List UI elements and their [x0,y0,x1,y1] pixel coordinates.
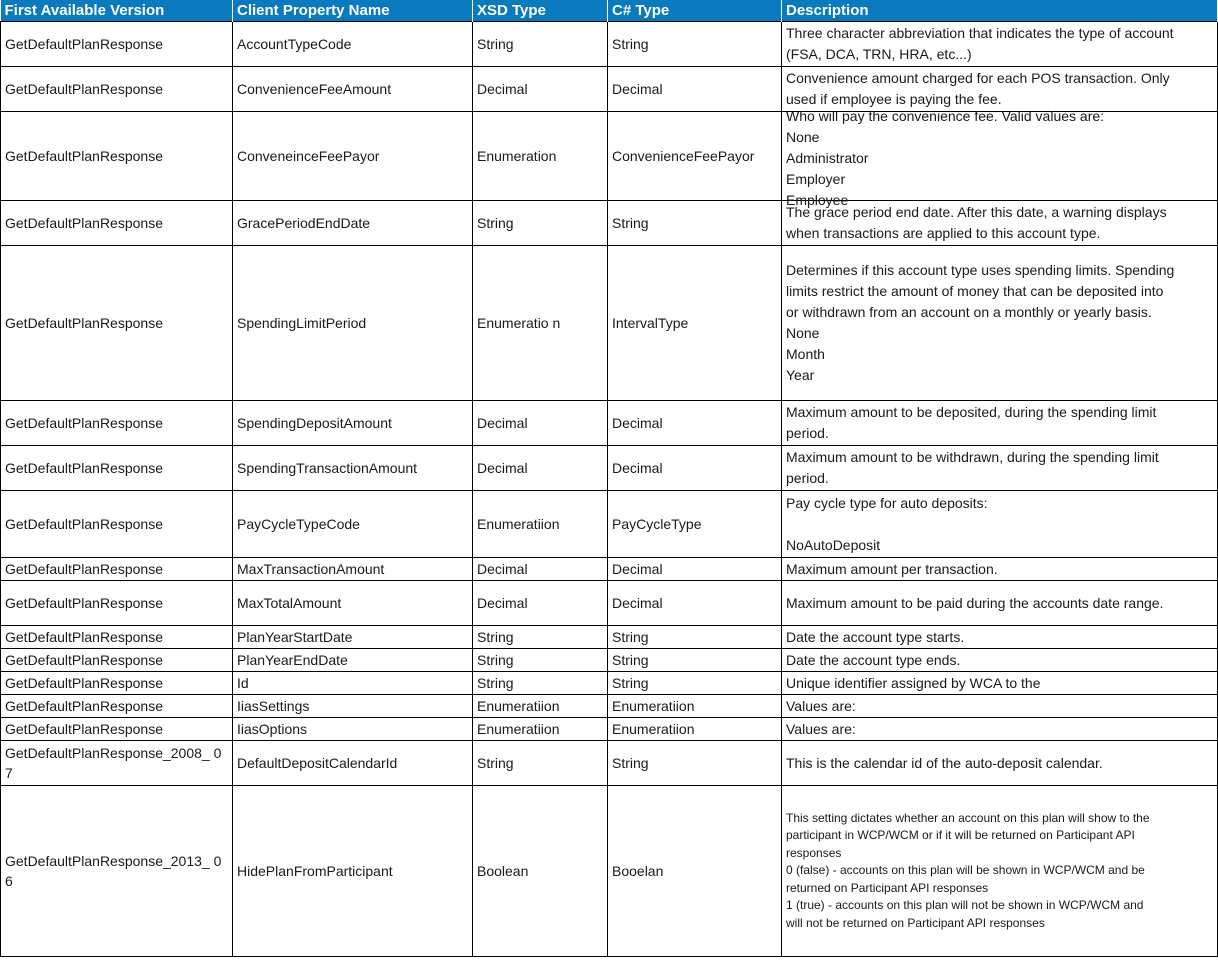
property-cell: Id [233,672,473,695]
cs-type-cell: String [608,741,782,786]
description-line: None [786,129,820,145]
table-row [1,741,1218,786]
version-cell: GetDefaultPlanResponse [1,649,233,672]
version-cell: GetDefaultPlanResponse_2013_ 06 [1,786,233,957]
description-line: Values are: [786,720,856,737]
description-line: (FSA, DCA, TRN, HRA, etc...) [786,46,972,62]
description-cell [782,558,1218,581]
property-cell: SpendingLimitPeriod [233,246,473,401]
version-cell: GetDefaultPlanResponse [1,558,233,581]
description-line: responses [786,845,842,860]
xsd-type-cell: Enumeratiion [473,491,608,558]
xsd-type-cell: Decimal [473,67,608,112]
property-cell: MaxTransactionAmount [233,558,473,581]
property-cell: SpendingTransactionAmount [233,446,473,491]
description-line: when transactions are applied to this account type. [786,225,1101,241]
xsd-type-cell: Enumeratiion [473,695,608,718]
table-row [1,718,1218,741]
description-line: Maximum amount to be paid during the accounts date range. [786,594,1164,611]
cs-type-cell: Decimal [608,401,782,446]
description-cell [782,67,1218,112]
table-row [1,491,1218,558]
table-row [1,112,1218,201]
description-line: period. [786,470,829,486]
xsd-type-cell: Enumeratio n [473,246,608,401]
description-cell [782,108,1218,208]
version-cell: GetDefaultPlanResponse [1,201,233,246]
description-line: or withdrawn from an account on a monthly or yearly basis. [786,304,1152,320]
version-cell: GetDefaultPlanResponse [1,246,233,401]
description-cell [782,649,1218,672]
cs-type-cell: String [608,626,782,649]
property-cell: PlanYearEndDate [233,649,473,672]
table-row [1,581,1218,626]
header-row [1,0,1218,22]
description-line: Three character abbreviation that indicates the type of account [786,25,1174,41]
xsd-type-cell: Decimal [473,581,608,626]
cs-type-cell: String [608,649,782,672]
table-body [1,22,1218,957]
header-cs-type: C# Type [608,0,782,22]
description-line: Pay cycle type for auto deposits: [786,494,988,511]
description-line: returned on Participant API responses [786,880,989,895]
description-line: limits restrict the amount of money that can be deposited into [786,283,1164,299]
description-cell [782,695,1218,718]
cs-type-cell: PayCycleType [608,491,782,558]
header-description: Description [782,0,1218,22]
description-cell [782,491,1218,558]
header-first-available-version: First Available Version [1,0,233,22]
property-cell: HidePlanFromParticipant [233,786,473,957]
description-line: Maximum amount to be deposited, during the spending limit [786,404,1157,420]
cs-type-cell: IntervalType [608,246,782,401]
cs-type-cell: String [608,22,782,67]
version-cell: GetDefaultPlanResponse [1,112,233,201]
xsd-type-cell: Enumeratiion [473,718,608,741]
description-line: Convenience amount charged for each POS transaction. Only [786,70,1170,86]
cs-type-cell: Decimal [608,67,782,112]
header-xsd-type: XSD Type [473,0,608,22]
property-cell: MaxTotalAmount [233,581,473,626]
version-cell: GetDefaultPlanResponse [1,446,233,491]
property-cell: PayCycleTypeCode [233,491,473,558]
table-row [1,695,1218,718]
description-line: Employer [786,171,846,187]
version-cell: GetDefaultPlanResponse [1,67,233,112]
description-line: Maximum amount to be withdrawn, during the spending limit [786,449,1159,465]
table-row [1,672,1218,695]
description-cell [782,581,1218,626]
table-row [1,649,1218,672]
version-cell: GetDefaultPlanResponse [1,581,233,626]
xsd-type-cell: Boolean [473,786,608,957]
description-cell [782,446,1218,491]
property-cell: SpendingDepositAmount [233,401,473,446]
description-line: will not be returned on Participant API responses [786,915,1045,930]
cs-type-cell: String [608,672,782,695]
description-line: Unique identifier assigned by WCA to the [786,674,1041,691]
description-cell [782,626,1218,649]
cs-type-cell: ConvenienceFeePayor [608,112,782,201]
property-cell: DefaultDepositCalendarId [233,741,473,786]
description-cell [782,718,1218,741]
table-row [1,67,1218,112]
property-cell: GracePeriodEndDate [233,201,473,246]
version-cell: GetDefaultPlanResponse [1,695,233,718]
table-row [1,22,1218,67]
description-line: 0 (false) - accounts on this plan will be shown in WCP/WCM and be [786,863,1145,878]
description-line: used if employee is paying the fee. [786,91,1002,107]
description-line: NoAutoDeposit [786,536,881,553]
version-cell: GetDefaultPlanResponse_2008_ 07 [1,741,233,786]
cs-type-cell: String [608,201,782,246]
property-cell: ConvenienceFeeAmount [233,67,473,112]
table-row [1,201,1218,246]
version-cell: GetDefaultPlanResponse [1,626,233,649]
description-line: Administrator [786,150,869,166]
cs-type-cell: Decimal [608,446,782,491]
description-cell [782,741,1218,786]
xsd-type-cell: Decimal [473,446,608,491]
description-cell [782,401,1218,446]
description-line: Values are: [786,697,856,714]
table-row [1,401,1218,446]
cs-type-cell: Decimal [608,558,782,581]
description-cell [782,786,1218,957]
cs-type-cell: Booelan [608,786,782,957]
xsd-type-cell: String [473,649,608,672]
table-row [1,626,1218,649]
description-cell [782,22,1218,67]
description-cell [782,672,1218,695]
property-cell: AccountTypeCode [233,22,473,67]
cs-type-cell: Enumeratiion [608,695,782,718]
xsd-type-cell: String [473,626,608,649]
version-cell: GetDefaultPlanResponse [1,718,233,741]
version-cell: GetDefaultPlanResponse [1,22,233,67]
cs-type-cell: Enumeratiion [608,718,782,741]
description-line: Maximum amount per transaction. [786,560,998,577]
table-row [1,558,1218,581]
description-line: The grace period end date. After this date, a warning displays [786,204,1167,220]
property-cell: IiasOptions [233,718,473,741]
xsd-type-cell: String [473,201,608,246]
cs-type-cell: Decimal [608,581,782,626]
xsd-type-cell: String [473,741,608,786]
xsd-type-cell: String [473,22,608,67]
description-line: period. [786,425,829,441]
description-line: Employee [786,192,849,208]
description-line: Month [786,346,825,362]
description-line: Who will pay the convenience fee. Valid values are: [786,108,1105,124]
property-cell: PlanYearStartDate [233,626,473,649]
description-line: This setting dictates whether an account on this plan will show to the [786,810,1150,825]
property-cell: IiasSettings [233,695,473,718]
description-cell [782,246,1218,401]
description-line: participant in WCP/WCM or if it will be returned on Participant API [786,828,1135,843]
property-cell: ConveneinceFeePayor [233,112,473,201]
xsd-type-cell: Enumeration [473,112,608,201]
description-line: Year [786,367,815,383]
description-line: 1 (true) - accounts on this plan will not be shown in WCP/WCM and [786,898,1144,913]
version-cell: GetDefaultPlanResponse [1,491,233,558]
xsd-type-cell: String [473,672,608,695]
version-cell: GetDefaultPlanResponse [1,672,233,695]
description-line: This is the calendar id of the auto-deposit calendar. [786,754,1103,771]
xsd-type-cell: Decimal [473,558,608,581]
description-line [786,514,1213,535]
version-cell: GetDefaultPlanResponse [1,401,233,446]
xsd-type-cell: Decimal [473,401,608,446]
description-line: Date the account type starts. [786,628,965,645]
table-row [1,786,1218,957]
table-row [1,246,1218,401]
description-cell [782,201,1218,246]
description-line: Date the account type ends. [786,651,961,668]
header-client-property-name: Client Property Name [233,0,473,22]
table-row [1,446,1218,491]
description-line: None [786,325,820,341]
description-line: Determines if this account type uses spending limits. Spending [786,262,1175,278]
